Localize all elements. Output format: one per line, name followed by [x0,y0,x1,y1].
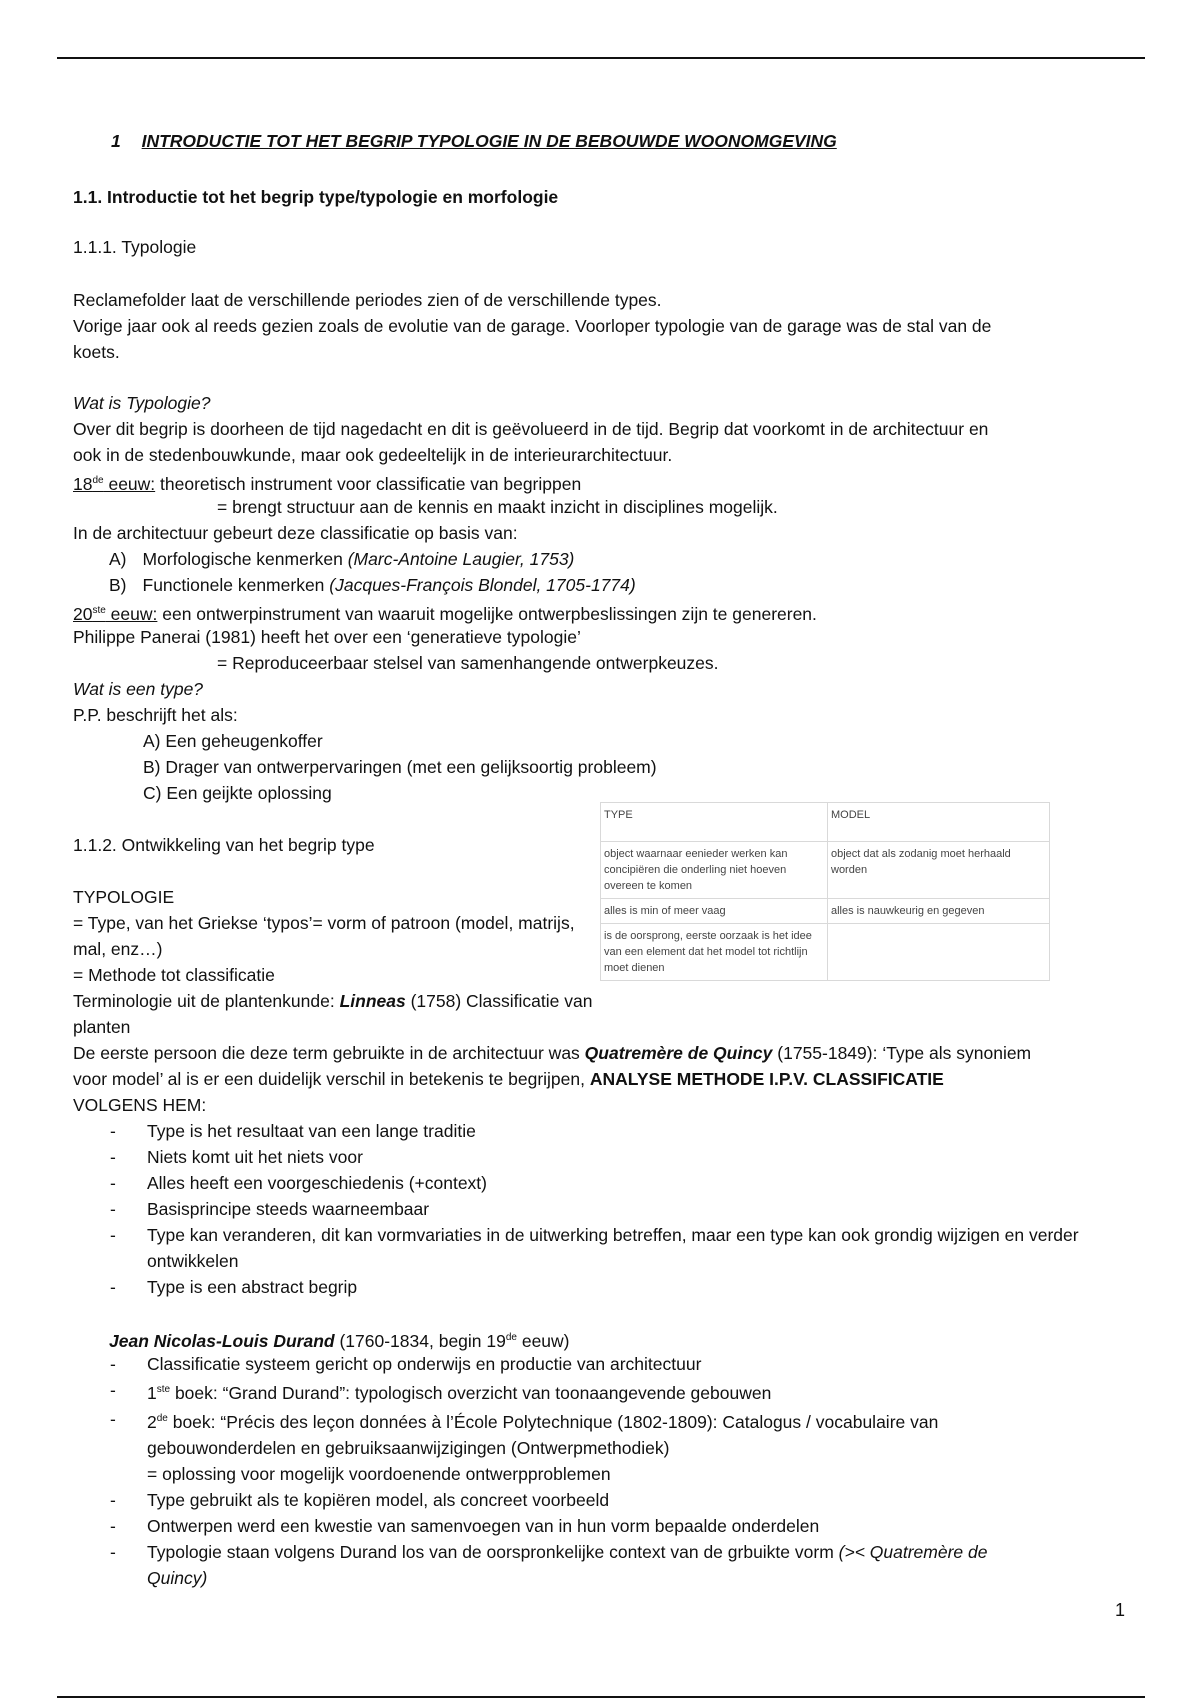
durand-list [73,1351,1133,1591]
typology-line-2: ook in de stedenbouwkunde, maar ook gedeeltelijk in de interieurarchitectuur. [73,445,673,465]
quincy-line: De eerste persoon die deze term gebruikte in de architectuur was Quatremère de Quincy (1755-1849): ‘Type als synoniem [73,1043,1032,1063]
typologie-line: mal, enz…) [73,939,163,959]
list-item: - Typologie staan volgens Durand los van de oorspronkelijke context van de grbuikte vorm (>< Quatremère de Quincy) [73,1539,1133,1591]
list-item: - Basisprincipe steeds waarneembaar [73,1196,1133,1222]
panerai-line: Philippe Panerai (1981) heeft het over een ‘generatieve typologie’ [73,627,581,647]
century-18-eq: = brengt structuur aan de kennis en maakt inzicht in disciplines mogelijk. [217,497,778,517]
type-model-table [600,802,1050,981]
century-18-line: 18de eeuw: theoretisch instrument voor classificatie van begrippen [73,473,582,494]
typologie-heading: TYPOLOGIE [73,887,175,907]
type-item: C) Een geijkte oplossing [143,783,332,803]
list-item: - Type kan veranderen, dit kan vormvariaties in de uitwerking betreffen, maar een type kan ook grondig wijzigen en verder ontwikkelen [73,1222,1133,1274]
section-heading-1-1-1: 1.1.1. Typologie [73,237,197,257]
table-cell: object waarnaar eenieder werken kan concipiëren die onderling niet hoeven overeen te komen [601,842,828,899]
century-18-label: 18de eeuw: [73,473,156,494]
quincy-line-2: voor model’ al is er een duidelijk verschil in betekenis te begrijpen, ANALYSE METHODE I.P.V. CLASSIFICATIE [73,1069,944,1089]
top-rule [57,57,1145,59]
typologie-line: = Type, van het Griekse ‘typos’= vorm of patroon (model, matrijs, [73,913,575,933]
table-header-row [601,803,1050,842]
list-item: - Type is het resultaat van een lange traditie [73,1118,1133,1144]
typologie-line: = Methode tot classificatie [73,965,275,985]
list-item: - Ontwerpen werd een kwestie van samenvoegen van in hun vorm bepaalde onderdelen [73,1513,1133,1539]
linneas-line: Terminologie uit de plantenkunde: Linneas (1758) Classificatie van [73,991,593,1011]
question-type: Wat is een type? [73,679,204,699]
list-item: - Niets komt uit het niets voor [73,1144,1133,1170]
list-item: - 2de boek: “Précis des leçon données à l’École Polytechnique (1802-1809): Catalogus / vocabulaire van gebouwonderdelen en gebruiksaanwijzigingen (Ontwerpmethodiek) = oplossing voor mogelijk voordoenende ontwerpproblemen [73,1406,1133,1487]
table-cell: is de oorsprong, eerste oorzaak is het idee van een element dat het model tot richtlijn moet dienen [601,924,828,981]
table-header: MODEL [828,803,1050,842]
chapter-title: INTRODUCTIE TOT HET BEGRIP TYPOLOGIE IN DE BEBOUWDE WOONOMGEVING [141,131,837,151]
basis-line: In de architectuur gebeurt deze classificatie op basis van: [73,523,518,543]
question-typology: Wat is Typologie? [73,393,211,413]
panerai-eq: = Reproduceerbaar stelsel van samenhangende ontwerpkeuzes. [217,653,719,673]
list-item: - Type is een abstract begrip [73,1274,1133,1300]
typology-line-1: Over dit begrip is doorheen de tijd nagedacht en dit is geëvolueerd in de tijd. Begrip dat voorkomt in de architectuur en [73,419,989,439]
list-item: - 1ste boek: “Grand Durand”: typologisch overzicht van toonaangevende gebouwen [73,1377,1133,1406]
table-row [601,899,1050,924]
list-item: - Alles heeft een voorgeschiedenis (+context) [73,1170,1133,1196]
table-row [601,924,1050,981]
bottom-rule [57,1696,1145,1698]
durand-heading: Jean Nicolas-Louis Durand (1760-1834, begin 19de eeuw) [109,1330,570,1351]
page-number: 1 [1115,1600,1126,1620]
intro-line-3: koets. [73,342,120,362]
intro-line-2: Vorige jaar ook al reeds gezien zoals de evolutie van de garage. Voorloper typologie van de garage was de stal van de [73,316,992,336]
list-item: - Classificatie systeem gericht op onderwijs en productie van architectuur [73,1351,1133,1377]
table-row [601,842,1050,899]
century-20-line: 20ste eeuw: een ontwerpinstrument van waaruit mogelijke ontwerpbeslissingen zijn te genereren. [73,603,817,624]
pp-line: P.P. beschrijft het als: [73,705,238,725]
chapter-heading [111,131,837,152]
volgens-hem: VOLGENS HEM: [73,1095,207,1115]
list-item-b: B) Functionele kenmerken (Jacques-François Blondel, 1705-1774) [109,575,636,595]
century-20-label: 20ste eeuw: [73,603,158,624]
table-cell [828,924,1050,981]
table-header: TYPE [601,803,828,842]
type-item: B) Drager van ontwerpervaringen (met een gelijksoortig probleem) [143,757,657,777]
intro-line-1: Reclamefolder laat de verschillende periodes zien of de verschillende types. [73,290,662,310]
section-heading-1-1: 1.1. Introductie tot het begrip type/typologie en morfologie [73,187,559,207]
table-cell: alles is min of meer vaag [601,899,828,924]
quincy-list [73,1118,1133,1300]
typologie-line: planten [73,1017,131,1037]
section-heading-1-1-2: 1.1.2. Ontwikkeling van het begrip type [73,835,375,855]
type-item: A) Een geheugenkoffer [143,731,323,751]
table-cell: alles is nauwkeurig en gegeven [828,899,1050,924]
table-cell: object dat als zodanig moet herhaald worden [828,842,1050,899]
list-item-a: A) Morfologische kenmerken (Marc-Antoine Laugier, 1753) [109,549,575,569]
chapter-number: 1 [111,131,121,151]
list-item: - Type gebruikt als te kopiëren model, als concreet voorbeeld [73,1487,1133,1513]
